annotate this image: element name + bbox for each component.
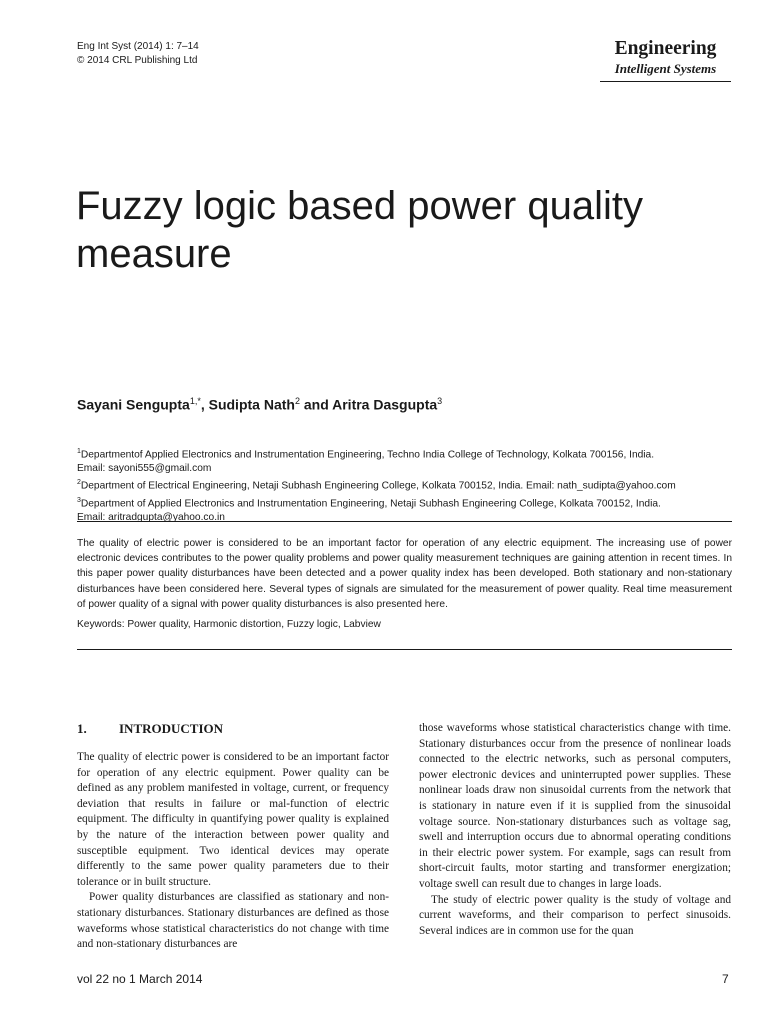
section-title: INTRODUCTION	[119, 721, 224, 736]
body-paragraph: Power quality disturbances are classified as stationary and non-stationary disturbances. Stationary disturbances are defined as those waveforms whose statistical characteristics do not change with time and non-stationary disturbances are	[77, 891, 389, 951]
body-paragraph: The study of electric power quality is the study of voltage and current waveforms, and their comparison to perfect sinusoids. Several indices are in common use for the quan	[419, 893, 731, 937]
author-separator: ,	[200, 396, 209, 413]
page-number: 7	[722, 972, 729, 986]
journal-subtitle: Intelligent Systems	[614, 61, 717, 76]
abstract-top-rule	[77, 521, 732, 522]
journal-logo	[600, 37, 731, 82]
footer-issue: vol 22 no 1 March 2014	[77, 972, 203, 986]
citation-line: Eng Int Syst (2014) 1: 7–14	[77, 41, 199, 52]
author-name: Sudipta Nath	[208, 396, 295, 413]
author-affiliation-mark: 3	[437, 396, 443, 406]
affiliations-block	[77, 445, 732, 525]
abstract-bottom-rule	[77, 649, 732, 650]
affiliation-mark: 1	[77, 448, 81, 455]
affiliation-email: Email: aritradgupta@yahoo.co.in	[77, 512, 225, 524]
section-heading	[77, 721, 389, 737]
affiliation-text: Departmentof Applied Electronics and Instrumentation Engineering, Techno India College of Technology, Kolkata 700156, India.	[80, 449, 655, 461]
abstract-text: The quality of electric power is considered to be an important factor for operation of any electric equipment. The increasing use of power electronic devices contributes to the power quality problems and power quality measurement techniques are gaining attention in recent times. In this paper power quality disturbances have been detected and a power quality index has been developed. Both stationary and non-stationary disturbances have been considered here. Several types of signals are simulated for the measurement of power quality. Real time measurement of power quality of a signal with power quality disturbances is also presented here.	[77, 538, 732, 610]
affiliation-email: Email: sayoni555@gmail.com	[77, 463, 212, 475]
body-paragraph: The quality of electric power is considered to be an important factor for operation of any electric equipment. Power quality can be defined as any problem manifested in voltage, current, or frequency deviation that results in failure or mal-function of electric equipment. The difficulty in quantifying power quality is explained by the nature of the interaction between power quality and susceptible equipment. Two identical devices may operate differently to the same power quality parameters due to their tolerance or in built structure.	[77, 751, 389, 888]
body-paragraph: those waveforms whose statistical characteristics change with time. Stationary disturbances occur from the presence of nonlinear loads connected to the electric networks, such as personal computers, power electronic devices and uninterrupted power supplies. These nonlinear loads draw non sinusoidal currents from the network that is stationary in nature even if it is supplied from the sinusoidal voltage source. Non-stationary disturbances such as voltage sag, swell and interruption occurs due to abnormal operating conditions in their electric power system. For example, sags can result from short-circuit faults, motor starting and transformer energization; voltage swell can result due to changes in large loads.	[419, 722, 731, 890]
affiliation-text: Department of Electrical Engineering, Netaji Subhash Engineering College, Kolkata 700152, India. Email: nath_sudipta@yahoo.com	[80, 480, 676, 492]
paper-title: Fuzzy logic based power quality measure	[76, 184, 643, 276]
section-number: 1.	[77, 721, 87, 736]
author-list	[77, 396, 442, 413]
citation-block	[77, 40, 199, 68]
author-affiliation-mark: 1,*	[189, 396, 201, 406]
body-column-left	[77, 721, 389, 953]
body-column-right	[419, 721, 731, 939]
affiliation-item	[77, 476, 732, 493]
copyright-line: © 2014 CRL Publishing Ltd	[77, 55, 198, 66]
author-affiliation-mark: 2	[294, 396, 300, 406]
author-name: Sayani Sengupta	[77, 396, 190, 413]
affiliation-item	[77, 445, 732, 462]
affiliation-text: Department of Applied Electronics and Instrumentation Engineering, Netaji Subhash Engineering College, Kolkata 700152, India.	[80, 498, 661, 510]
affiliation-item	[77, 494, 732, 511]
author-name: Aritra Dasgupta	[332, 396, 438, 413]
journal-name: Engineering	[614, 38, 717, 59]
keywords-line: Keywords: Power quality, Harmonic distortion, Fuzzy logic, Labview	[77, 619, 381, 630]
affiliation-mark: 2	[77, 479, 81, 487]
affiliation-mark: 3	[77, 496, 81, 504]
author-separator: and	[299, 396, 333, 413]
